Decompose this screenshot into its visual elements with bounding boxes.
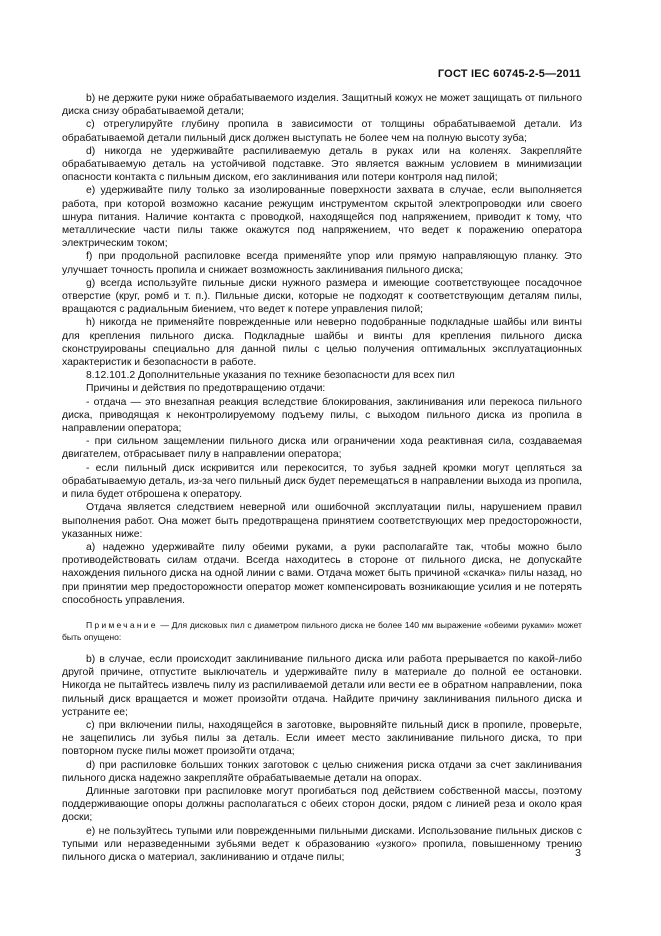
paragraph-kickback-intro: Причины и действия по предотвращению отдачи: <box>86 383 326 395</box>
paragraph-item-g: g) всегда используйте пильные диски нужного размера и имеющие соответствующее посадочное отверстие (круг, ромб и т. п.). Пильные диски, которые не подходят к соответствующим деталям пилы, вращаются с радиальным биением, что ведет к потере управления пилой; <box>62 277 582 316</box>
list-item-kickback-definition: - отдача — это внезапная реакция вследствие блокирования, заклинивания или перекоса пильного диска, приводящая к неконтролируемому подъему пилы, с выходом пильного диска из пропила в направлении оператора; <box>62 396 582 435</box>
paragraph-item-e2: e) не пользуйтесь тупыми или поврежденными пильными дисками. Использование пильных дисков с тупыми или неразведенными зубьями ведет к образованию «узкого» пропила, повышенному трению пильного диска о материал, заклиниванию и отдаче пилы; <box>62 825 582 863</box>
section-heading: 8.12.101.2 Дополнительные указания по технике безопасности для всех пил <box>86 370 455 382</box>
paragraph-item-c: c) отрегулируйте глубину пропила в зависимости от толщины обрабатываемой детали. Из обрабатываемой детали пильный диск должен выступать не более чем на полную высоту зуба; <box>62 119 582 144</box>
document-header: ГОСТ IEC 60745-2-5—2011 <box>437 68 581 80</box>
paragraph-item-a: a) надежно удерживайте пилу обеими руками, а руки располагайте так, чтобы можно было противодействовать силам отдачи. Всегда находитесь в стороне от пильного диска, не допускайте нахождения пильного диска на одной линии с вами. Отдача может быть причиной «скачка» пилы назад, но при принятии мер предосторожности оператор может компенсировать возникающие усилия и не потерять способность управления. <box>62 541 582 606</box>
paragraph-item-d2: d) при распиловке больших тонких заготовок с целью снижения риска отдачи за счет заклинивания пильного диска надежно закрепляйте обрабатываемые детали на опорах. <box>62 759 582 784</box>
paragraph-item-e: e) удерживайте пилу только за изолированные поверхности захвата в случае, если выполняется работа, при которой возможно касание режущим инструментом скрытой электропроводки или своего шнура питания. Наличие контакта с проводкой, находящейся под напряжением, приводит к тому, что металлические части пилы также окажутся под напряжением, что ведет к поражению оператора электрическим током; <box>62 185 582 250</box>
paragraph-item-c2: c) при включении пилы, находящейся в заготовке, выровняйте пильный диск в пропиле, проверьте, не зацепились ли зубья пилы за деталь. Если имеет место заклинивание пильного диска, то при повторном пуске пилы может произойти отдача; <box>62 719 582 758</box>
paragraph-item-h: h) никогда не применяйте поврежденные или неверно подобранные подкладные шайбы или винты для крепления пильного диска. Подкладные шайбы и винты для крепления пильного диска сконструированы специально для данной пилы с целью получения оптимальных эксплуатационных характеристик и безопасности в работе. <box>62 317 582 369</box>
paragraph-item-b: b) не держите руки ниже обрабатываемого изделия. Защитный кожух не может защищать от пильного диска снизу обрабатываемой детали; <box>62 93 582 118</box>
list-item-kickback-twisting: - если пильный диск искривится или перекосится, то зубья задней кромки могут цепляться за обрабатываемую деталь, из-за чего пильный диск будет перемещаться в направлении выхода из пропила, и пила будет отброшена к оператору. <box>62 462 582 501</box>
paragraph-item-d: d) никогда не удерживайте распиливаемую деталь в руках или на коленях. Закрепляйте обрабатываемую деталь на устойчивой подставке. Это является важным условием в минимизации опасности контакта с пильным диском, его заклинивания или потери контроля над пилой; <box>62 145 582 184</box>
note <box>62 619 582 643</box>
note-label: Примечание <box>86 619 158 630</box>
document-body <box>62 92 582 864</box>
note-text: — Для дисковых пил с диаметром пильного диска не более 140 мм выражение «обеими руками» может быть опущено: <box>62 619 582 642</box>
paragraph-item-b2: b) в случае, если происходит заклинивание пильного диска или работа прерывается по какой-либо другой причине, отпустите выключатель и удерживайте пилу в материале до полной ее остановки. Никогда не пытайтесь извлечь пилу из распиливаемой детали или вести ее в обратном направлении, пока пильный диск вращается и может произойти отдача. Найдите причину заклинивания пильного диска и устраните ее; <box>62 653 582 718</box>
list-item-kickback-pinching: - при сильном защемлении пильного диска или ограничении хода реактивная сила, создаваемая двигателем, отбрасывает пилу в направлении оператора; <box>62 436 582 461</box>
page-number: 3 <box>575 847 581 859</box>
paragraph-item-f: f) при продольной распиловке всегда применяйте упор или прямую направляющую планку. Это улучшает точность пропила и снижает возможность заклинивания пильного диска; <box>62 251 582 276</box>
paragraph-long-workpieces: Длинные заготовки при распиловке могут прогибаться под действием собственной массы, поэтому поддерживающие опоры должны располагаться с обеих сторон доски, рядом с линией реза и около края доски; <box>62 785 582 824</box>
paragraph-kickback-cause: Отдача является следствием неверной или ошибочной эксплуатации пилы, нарушением правил выполнения работ. Она может быть предотвращена принятием соответствующих мер предосторожности, указанных ниже: <box>62 502 582 540</box>
